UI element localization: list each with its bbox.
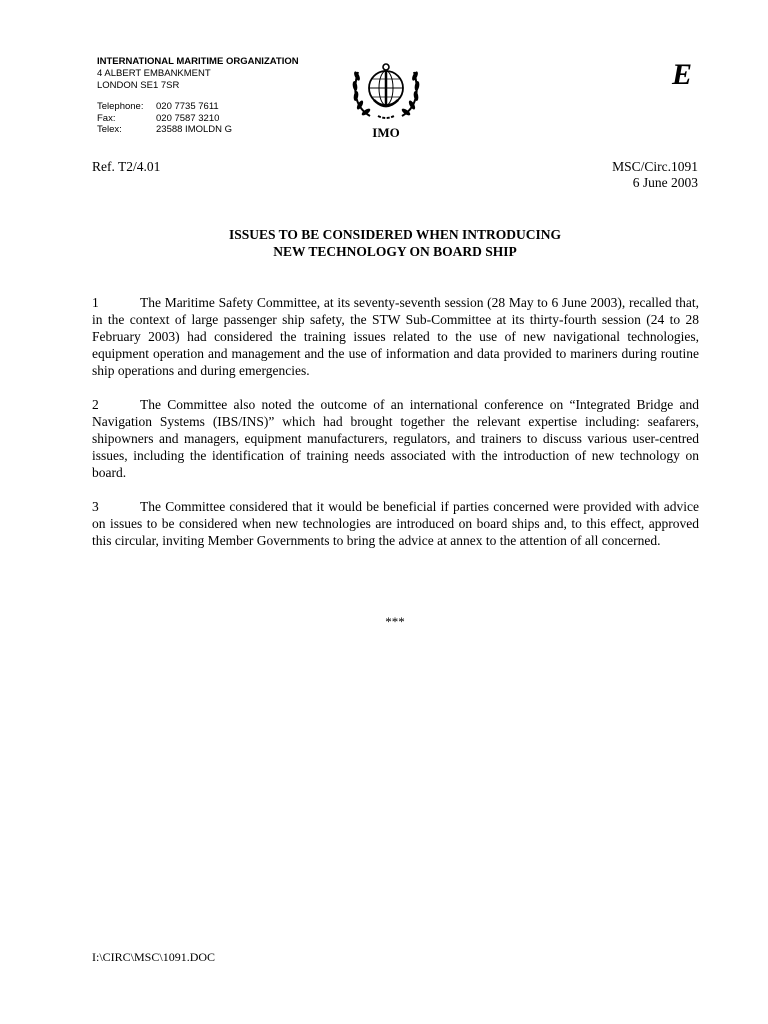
contact-label: Telex: <box>97 124 122 135</box>
paragraph-text: The Maritime Safety Committee, at its seventy-seventh session (28 May to 6 June 2003), recalled that, in the context of large passenger ship safety, the STW Sub-Committee at its thirty-fourth session (24 to 28 February 2003) had considered the training issues related to the use of new navigational technologies, equipment operation and management and the use of information and data provided to mariners during routine ship operations and during emergencies. <box>92 295 699 378</box>
org-block <box>97 56 299 92</box>
title-line-2: NEW TECHNOLOGY ON BOARD SHIP <box>273 244 517 259</box>
paragraph-number: 3 <box>92 499 99 514</box>
paragraph-1 <box>92 294 699 379</box>
address-line-2: LONDON SE1 7SR <box>97 80 180 91</box>
address-line-1: 4 ALBERT EMBANKMENT <box>97 68 211 79</box>
contact-value: 020 7735 7611 <box>156 101 219 112</box>
org-name: INTERNATIONAL MARITIME ORGANIZATION <box>97 56 299 67</box>
paragraph-2 <box>92 396 699 481</box>
section-separator: *** <box>385 614 405 629</box>
reference-number: Ref. T2/4.01 <box>92 159 161 174</box>
paragraph-text: The Committee considered that it would be beneficial if parties concerned were provided with advice on issues to be considered when new technologies are introduced on board ships and, to this effect, approved this circular, inviting Member Governments to bring the advice at annex to the attention of all concerned. <box>92 499 699 548</box>
imo-label: IMO <box>372 125 400 140</box>
contact-label: Telephone: <box>97 101 144 112</box>
document-title <box>92 226 698 260</box>
contact-value: 020 7587 3210 <box>156 112 220 124</box>
footer-file-path: I:\CIRC\MSC\1091.DOC <box>92 950 216 964</box>
document-date: 6 June 2003 <box>632 175 698 190</box>
contact-row-telephone <box>97 101 232 113</box>
circular-info <box>612 159 698 191</box>
contact-row-telex <box>97 124 232 136</box>
contact-block <box>97 101 232 136</box>
paragraph-number: 2 <box>92 397 99 412</box>
paragraph-3 <box>92 498 699 549</box>
title-line-1: ISSUES TO BE CONSIDERED WHEN INTRODUCING <box>229 227 561 242</box>
paragraph-text: The Committee also noted the outcome of an international conference on “Integrated Bridge and Navigation Systems (IBS/INS)” which had brought together the relevant expertise including: seafarers, shipowners and managers, equipment manufacturers, regulators, and trainers to discuss various user-centred issues, including the identification of training needs associated with the introduction of new technology on board. <box>92 397 699 480</box>
contact-label: Fax: <box>97 112 116 124</box>
circular-number: MSC/Circ.1091 <box>612 159 698 174</box>
imo-emblem-icon <box>348 56 424 122</box>
document-body <box>92 294 699 566</box>
contact-value: 23588 IMOLDN G <box>156 124 233 135</box>
paragraph-number: 1 <box>92 295 99 310</box>
contact-row-fax <box>97 113 232 125</box>
language-code: E <box>671 58 692 91</box>
